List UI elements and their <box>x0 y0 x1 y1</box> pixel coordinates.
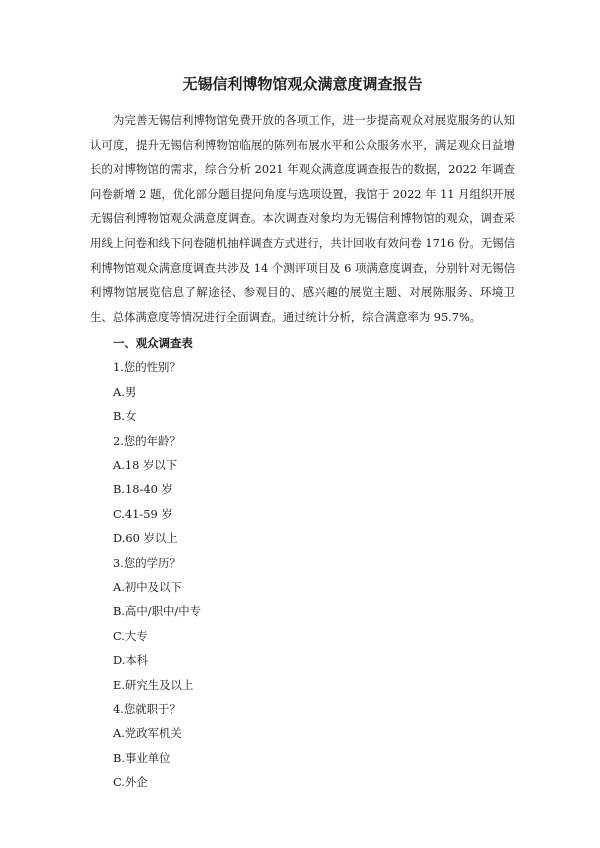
option-4a: A.党政军机关 <box>113 726 182 741</box>
questionnaire-list <box>90 355 515 794</box>
question-4: 4.您就职于？ <box>113 702 181 717</box>
section-heading: 一、观众调查表 <box>113 336 193 351</box>
option-3c: C.大专 <box>113 628 148 643</box>
page-title: 无锡信利博物馆观众满意度调查报告 <box>182 75 423 93</box>
option-3d: D.本科 <box>113 653 149 668</box>
option-2b: B.18-40 岁 <box>113 482 173 497</box>
option-3a: A.初中及以下 <box>113 580 182 594</box>
option-2a: A.18 岁以下 <box>113 457 178 472</box>
option-2c: C.41-59 岁 <box>113 506 173 521</box>
option-1a: A.男 <box>113 384 137 399</box>
option-4c: C.外企 <box>113 775 148 790</box>
option-1b: B.女 <box>113 409 137 424</box>
document-page <box>90 70 515 795</box>
intro-paragraph: 为完善无锡信利博物馆免费开放的各项工作，进一步提高观众对展览服务的认知认可度，提升无锡信利博物馆临展的陈列布展水平和公众服务水平，满足观众日益增长的对博物馆的需求，综合分析 2021 年观众满意度调查报告的数据，2022 年调查问卷新增 2 题，优化部分题目提问角度与选项设置，我馆于 2022 年 11 月组织开展无锡信利博物馆观众满意度调查。本次调查对象均为无锡信利博物馆的观众，调查采用线上问卷和线下问卷随机抽样调查方式进行，共计回收有效问卷 1716 份。无锡信利博物馆观众满意度调查共涉及 14 个测评项目及 6 项满意度调查，分别针对无锡信利博物馆展览信息了解途径、参观目的、感兴趣的展览主题、对展陈服务、环境卫生、总体满意度等情况进行全面调查。通过统计分析，综合满意率为 95.7%。 <box>90 113 515 324</box>
question-2: 2.您的年龄？ <box>113 433 181 448</box>
option-3e: E.研究生及以上 <box>113 677 194 692</box>
option-2d: D.60 岁以上 <box>113 531 178 546</box>
question-1: 1.您的性别？ <box>113 360 181 375</box>
question-3: 3.您的学历？ <box>113 555 181 570</box>
option-4b: B.事业单位 <box>113 750 171 765</box>
option-3b: B.高中/职中/中专 <box>113 604 202 619</box>
